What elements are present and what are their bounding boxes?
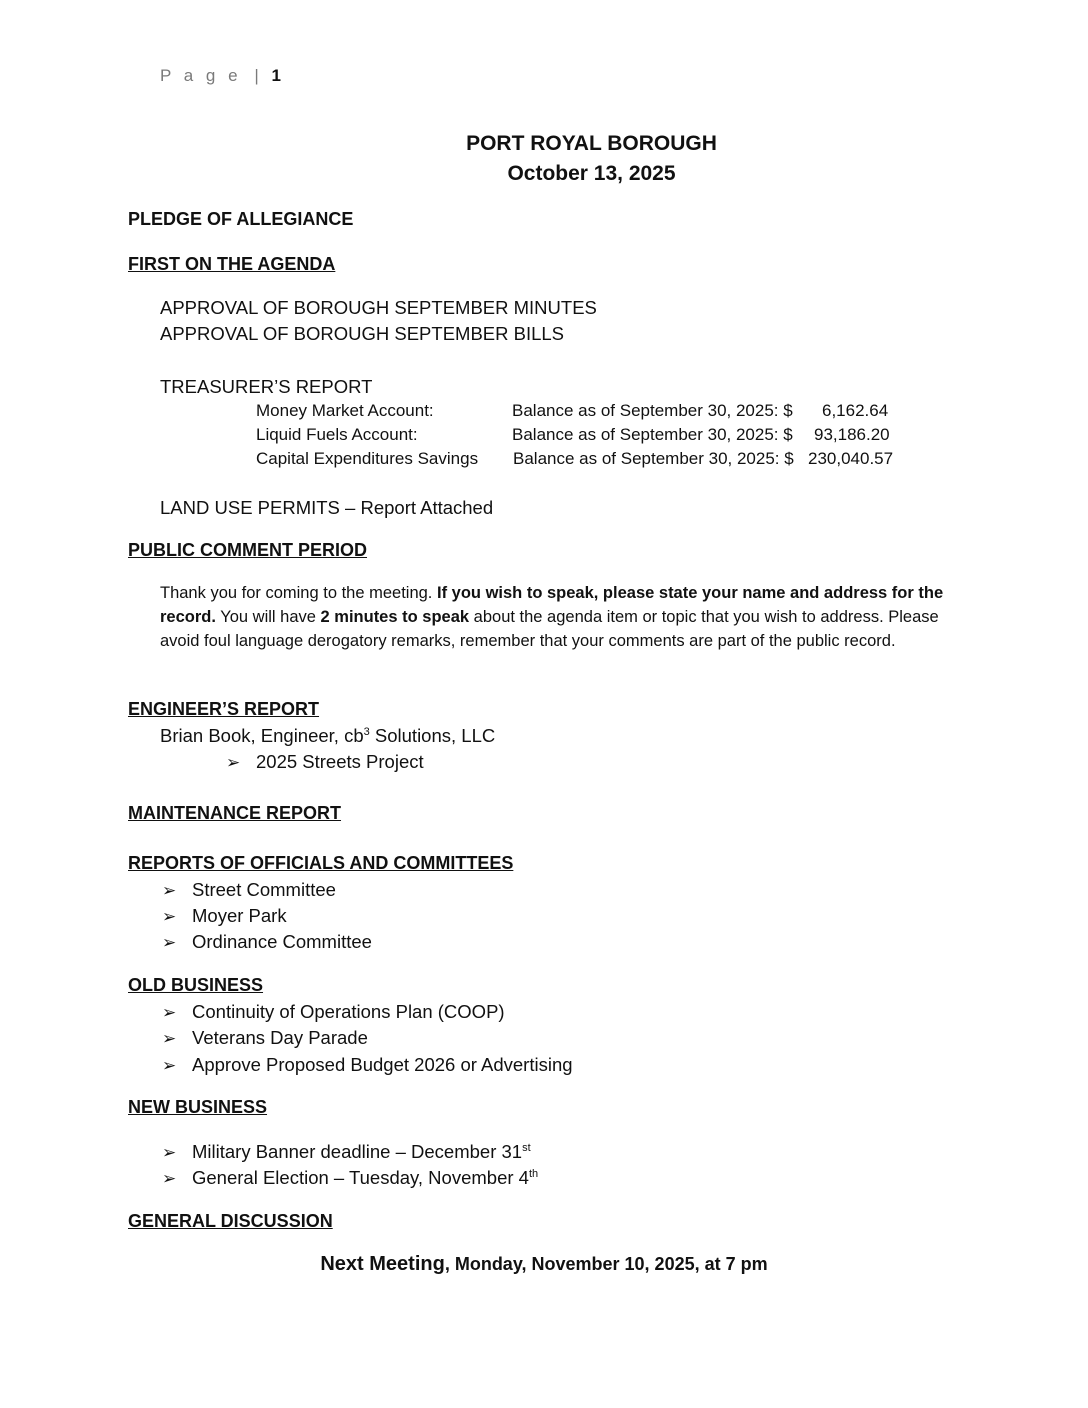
list-item-label: Ordinance Committee <box>192 931 372 952</box>
next-meeting-details: , Monday, November 10, 2025, at 7 pm <box>444 1254 768 1274</box>
list-item-label: General Election – Tuesday, November 4 <box>192 1167 529 1188</box>
comment-text-2: You will have <box>215 608 321 626</box>
account-amount: 93,186.20 <box>814 425 890 444</box>
comment-bold-1: If you wish to speak, please state your name and address for the record. <box>160 584 944 626</box>
page-number: 1 <box>271 66 281 85</box>
list-item-sup: th <box>528 1168 539 1180</box>
section-maintenance-report: MAINTENANCE REPORT <box>128 803 342 823</box>
comment-text-1: Thank you for coming to the meeting. <box>160 584 437 602</box>
account-amount: 6,162.64 <box>822 401 889 420</box>
account-balance-label: Balance as of September 30, 2025: $ <box>513 449 794 468</box>
list-item <box>226 751 424 773</box>
document-title: PORT ROYAL BOROUGH <box>466 132 717 155</box>
engineer-line-pre: Brian Book, Engineer, cb <box>160 725 364 746</box>
list-item-sup: st <box>522 1142 531 1154</box>
list-item-label: Veterans Day Parade <box>192 1027 368 1048</box>
agenda-item-minutes: APPROVAL OF BOROUGH SEPTEMBER MINUTES <box>160 297 597 318</box>
list-item-label: Street Committee <box>192 879 336 900</box>
arrow-bullet-icon: ➢ <box>162 1143 177 1162</box>
list-item-label: Military Banner deadline – December 31 <box>192 1141 523 1162</box>
list-item-label: Approve Proposed Budget 2026 or Advertising <box>192 1054 573 1075</box>
arrow-bullet-icon: ➢ <box>162 881 177 900</box>
account-amount: 230,040.57 <box>808 449 894 468</box>
section-engineers-report: ENGINEER’S REPORT <box>128 699 320 719</box>
list-item <box>162 1054 573 1076</box>
arrow-bullet-icon: ➢ <box>162 1056 177 1075</box>
engineer-line <box>160 725 495 747</box>
next-meeting-label: Next Meeting <box>320 1253 445 1275</box>
account-name: Capital Expenditures Savings <box>256 449 479 468</box>
section-pledge: PLEDGE OF ALLEGIANCE <box>128 209 354 229</box>
account-balance-label: Balance as of September 30, 2025: $ <box>512 425 793 444</box>
account-name: Money Market Account: <box>256 401 434 420</box>
section-reports-officials: REPORTS OF OFFICIALS AND COMMITTEES <box>128 853 514 873</box>
list-item <box>162 1001 505 1023</box>
comment-bold-2: 2 minutes to speak <box>320 608 470 626</box>
list-item <box>162 1027 368 1049</box>
account-balance-label: Balance as of September 30, 2025: $ <box>512 401 793 420</box>
list-item <box>162 879 336 901</box>
page-separator: | <box>254 66 259 85</box>
engineer-line-post: Solutions, LLC <box>369 725 496 746</box>
list-item <box>162 1167 538 1189</box>
list-item <box>162 905 287 927</box>
arrow-bullet-icon: ➢ <box>162 1169 177 1188</box>
meeting-date: October 13, 2025 <box>507 162 676 185</box>
section-public-comment: PUBLIC COMMENT PERIOD <box>128 540 368 560</box>
section-general-discussion: GENERAL DISCUSSION <box>128 1211 333 1231</box>
engineer-line-sup: 3 <box>363 726 370 738</box>
section-first-on-agenda: FIRST ON THE AGENDA <box>128 254 336 274</box>
list-item <box>162 1141 531 1163</box>
arrow-bullet-icon: ➢ <box>162 907 177 926</box>
arrow-bullet-icon: ➢ <box>162 933 177 952</box>
arrow-bullet-icon: ➢ <box>162 1029 177 1048</box>
section-new-business: NEW BUSINESS <box>128 1097 268 1117</box>
arrow-bullet-icon: ➢ <box>162 1003 177 1022</box>
section-old-business: OLD BUSINESS <box>128 975 264 995</box>
public-comment-paragraph <box>160 581 970 653</box>
list-item-label: 2025 Streets Project <box>256 751 424 772</box>
page-header <box>160 66 281 86</box>
agenda-item-treasurer: TREASURER’S REPORT <box>160 376 373 397</box>
account-name: Liquid Fuels Account: <box>256 425 418 444</box>
list-item-label: Continuity of Operations Plan (COOP) <box>192 1001 505 1022</box>
agenda-item-land-use: LAND USE PERMITS – Report Attached <box>160 497 494 518</box>
next-meeting <box>0 1253 1088 1276</box>
list-item <box>162 931 372 953</box>
page-word: P a g e <box>160 66 242 85</box>
comment-text-3: about the agenda item or topic that you wish to address. Please avoid foul language derogatory remarks, remember that your comments are part of the public record. <box>160 608 939 650</box>
arrow-bullet-icon: ➢ <box>226 753 241 772</box>
agenda-item-bills: APPROVAL OF BOROUGH SEPTEMBER BILLS <box>160 323 565 344</box>
list-item-label: Moyer Park <box>192 905 287 926</box>
